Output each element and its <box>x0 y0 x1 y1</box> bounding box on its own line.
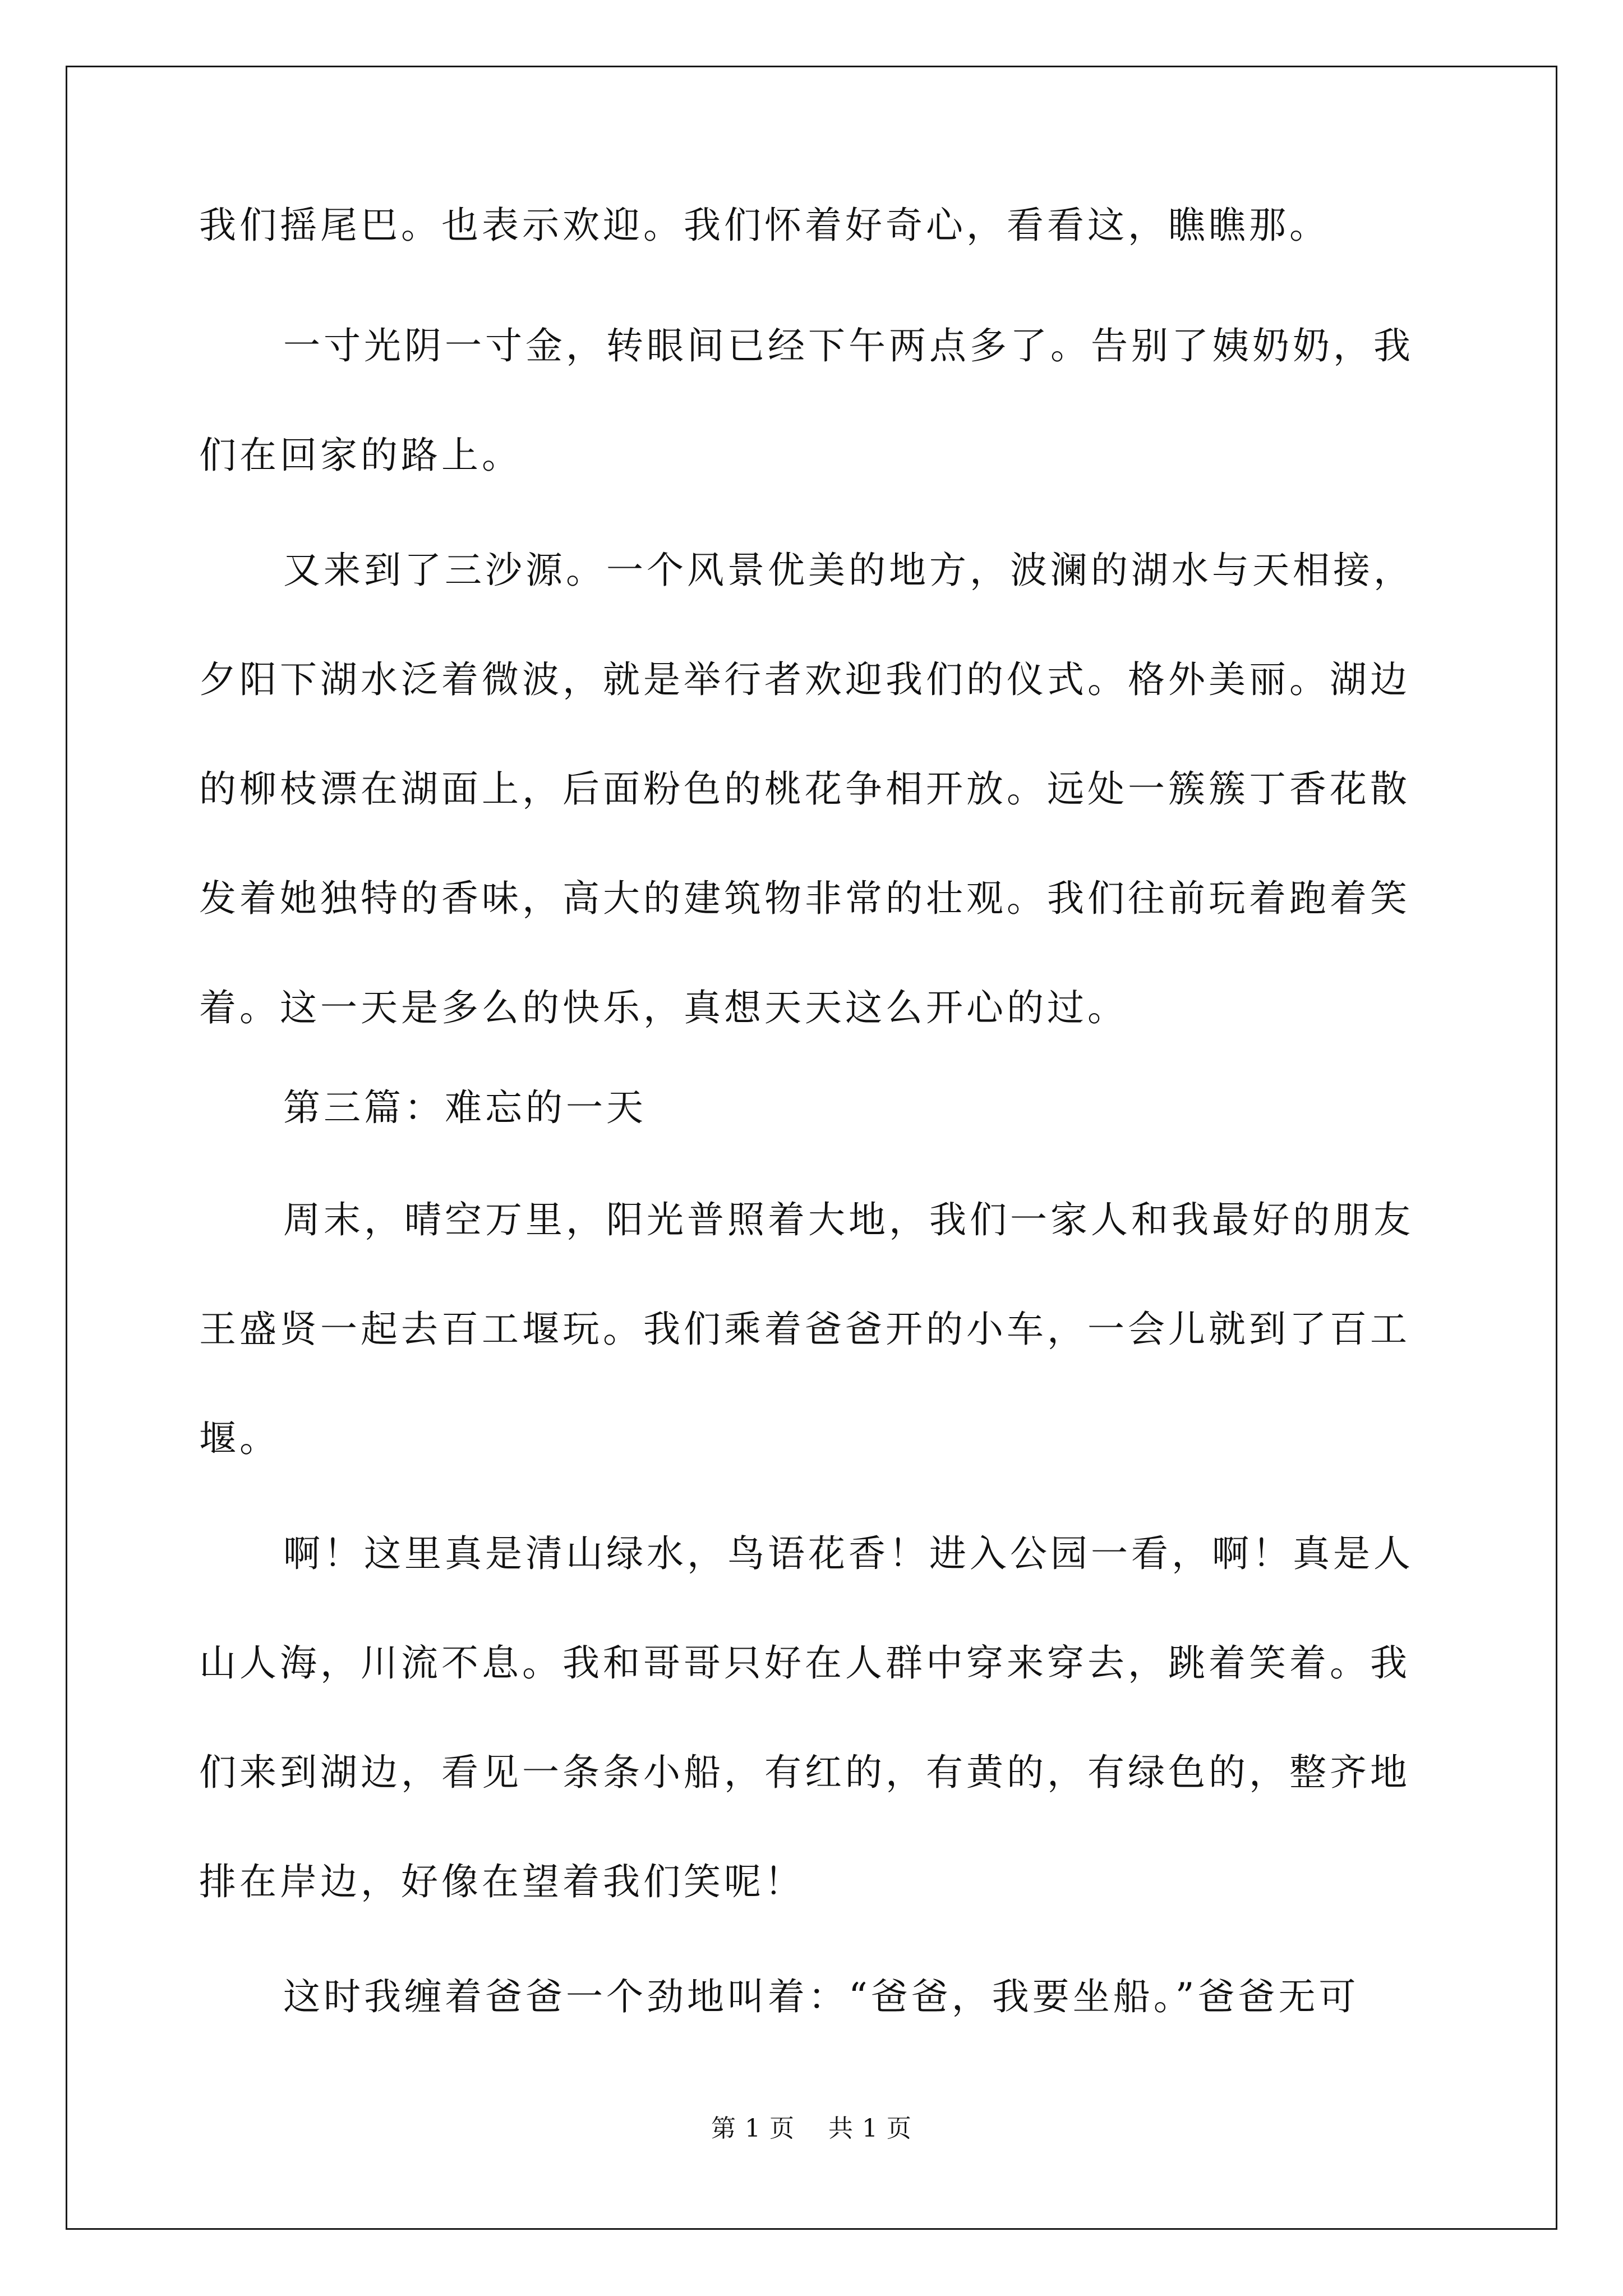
text-line: 堰。 <box>199 1417 280 1460</box>
text-line: 的柳枝漂在湖面上，后面粉色的桃花争相开放。远处一簇簇丁香花散 <box>199 767 1410 811</box>
text-line: 夕阳下湖水泛着微波，就是举行者欢迎我们的仪式。格外美丽。湖边 <box>199 658 1410 701</box>
text-line: 周末，晴空万里，阳光普照着大地，我们一家人和我最好的朋友 <box>283 1198 1414 1241</box>
text-line: 发着她独特的香味，高大的建筑物非常的壮观。我们往前玩着跑着笑 <box>199 877 1410 920</box>
text-line: 一寸光阴一寸金，转眼间已经下午两点多了。告别了姨奶奶，我 <box>283 324 1414 367</box>
text-line: 们来到湖边，看见一条条小船，有红的，有黄的，有绿色的，整齐地 <box>199 1751 1410 1794</box>
page-number: 第 1 页 共 1 页 <box>711 2114 912 2143</box>
text-line: 啊！这里真是清山绿水，鸟语花香！进入公园一看，啊！真是人 <box>283 1532 1414 1575</box>
text-line: 又来到了三沙源。一个风景优美的地方，波澜的湖水与天相接， <box>283 549 1414 592</box>
text-line: 王盛贤一起去百工堰玩。我们乘着爸爸开的小车，一会儿就到了百工 <box>199 1308 1410 1351</box>
text-line: 们在回家的路上。 <box>199 434 522 477</box>
text-line: 排在岸边，好像在望着我们笑呢！ <box>199 1860 805 1903</box>
text-line: 这时我缠着爸爸一个劲地叫着：“爸爸，我要坐船。”爸爸无可 <box>283 1975 1359 2018</box>
text-line: 我们摇尾巴。也表示欢迎。我们怀着好奇心，看看这，瞧瞧那。 <box>199 204 1330 247</box>
text-line: 山人海，川流不息。我和哥哥只好在人群中穿来穿去，跳着笑着。我 <box>199 1641 1410 1685</box>
section-heading: 第三篇：难忘的一天 <box>283 1086 647 1129</box>
text-line: 着。这一天是多么的快乐，真想天天这么开心的过。 <box>199 986 1128 1029</box>
